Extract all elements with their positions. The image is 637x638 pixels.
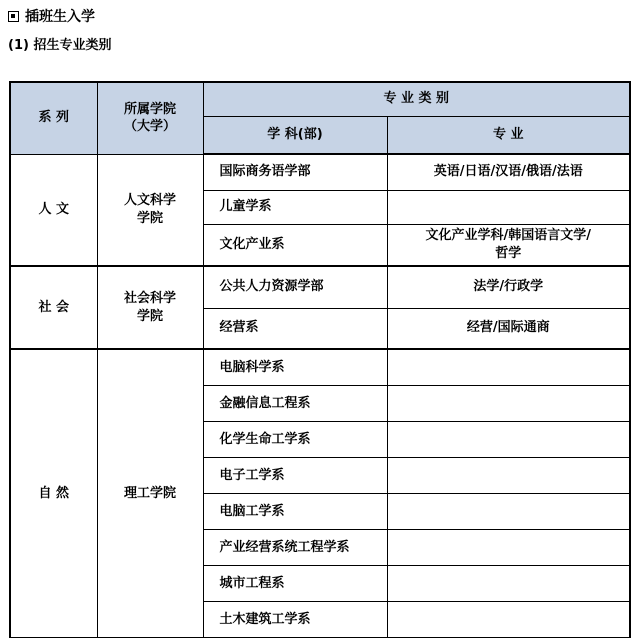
header-dept: 学 科(部) — [203, 116, 387, 154]
dept-cell: 经营系 — [203, 308, 387, 349]
header-category: 专 业 类 别 — [203, 82, 630, 116]
dept-cell: 土木建筑工学系 — [203, 602, 387, 638]
header-series: 系 列 — [10, 82, 97, 154]
major-cell — [387, 494, 630, 530]
series-cell: 自 然 — [10, 349, 97, 638]
major-cell: 文化产业学科/韩国语言文学/ 哲学 — [387, 224, 630, 266]
major-cell: 经营/国际通商 — [387, 308, 630, 349]
major-cell — [387, 386, 630, 422]
section-heading-text: 插班生入学 — [25, 9, 95, 25]
dept-cell: 化学生命工学系 — [203, 422, 387, 458]
college-cell: 理工学院 — [97, 349, 203, 638]
header-major: 专 业 — [387, 116, 630, 154]
dept-cell: 文化产业系 — [203, 224, 387, 266]
dept-cell: 产业经营系统工程学系 — [203, 530, 387, 566]
major-cell — [387, 566, 630, 602]
dept-cell: 国际商务语学部 — [203, 154, 387, 190]
dept-cell: 电脑工学系 — [203, 494, 387, 530]
dept-cell: 公共人力资源学部 — [203, 266, 387, 308]
college-cell: 社会科学 学院 — [97, 266, 203, 349]
header-college: 所属学院 （大学） — [97, 82, 203, 154]
major-cell — [387, 349, 630, 386]
section-heading — [8, 6, 95, 26]
major-cell: 法学/行政学 — [387, 266, 630, 308]
dept-cell: 城市工程系 — [203, 566, 387, 602]
major-cell — [387, 458, 630, 494]
dept-cell: 儿童学系 — [203, 190, 387, 224]
major-cell — [387, 530, 630, 566]
square-bullet-icon — [8, 11, 19, 22]
college-cell: 人文科学 学院 — [97, 154, 203, 266]
dept-cell: 电脑科学系 — [203, 349, 387, 386]
series-cell: 人 文 — [10, 154, 97, 266]
dept-cell: 金融信息工程系 — [203, 386, 387, 422]
series-cell: 社 会 — [10, 266, 97, 349]
major-category-table — [9, 81, 631, 638]
major-cell — [387, 422, 630, 458]
major-cell — [387, 190, 630, 224]
dept-cell: 电子工学系 — [203, 458, 387, 494]
subheading: (1) 招生专业类别 — [8, 38, 112, 53]
major-cell: 英语/日语/汉语/俄语/法语 — [387, 154, 630, 190]
major-cell — [387, 602, 630, 638]
